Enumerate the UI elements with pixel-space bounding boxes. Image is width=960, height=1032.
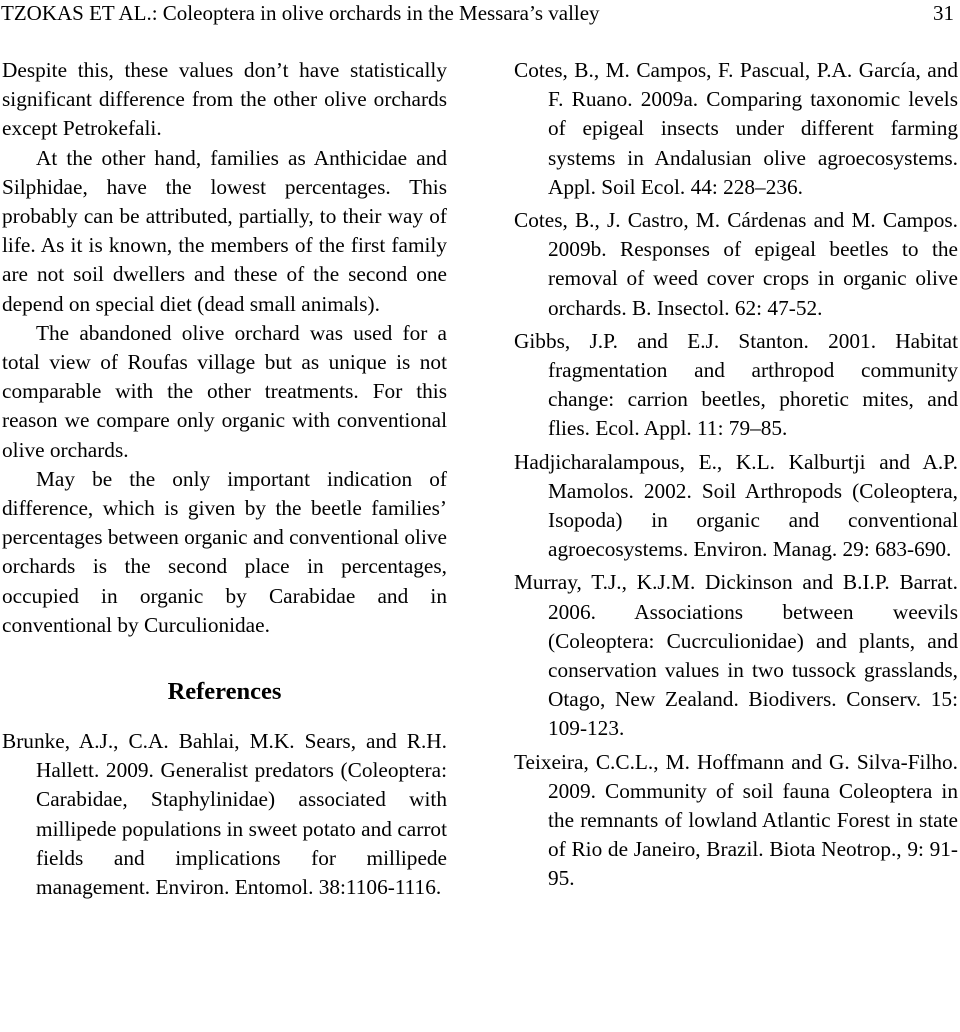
left-column: [2, 56, 447, 902]
references-heading: References: [167, 678, 282, 706]
right-column: [514, 56, 958, 894]
reference-entry: Cotes, B., J. Castro, M. Cárdenas and M. Campos. 2009b. Responses of epigeal beetles to the removal of weed cover crops in organic olive orchards. B. Insectol. 62: 47-52.: [514, 208, 958, 320]
running-header: [0, 0, 960, 30]
reference-entry: Hadjicharalampous, E., K.L. Kalburtji and A.P. Mamolos. 2002. Soil Arthropods (Coleoptera, Isopoda) in organic and conventional agroecosystems. Environ. Manag. 29: 683-690.: [514, 449, 958, 562]
reference-entry: Gibbs, J.P. and E.J. Stanton. 2001. Habitat fragmentation and arthropod community change: carrion beetles, phoretic mites, and flies. Ecol. Appl. 11: 79–85.: [514, 328, 958, 441]
reference-entry: Murray, T.J., K.J.M. Dickinson and B.I.P. Barrat. 2006. Associations between weevils (Coleoptera: Cucrculionidae) and plants, and conservation values in two tussock grasslands, Otago, New Zealand. Biodivers. Conserv. 15: 109-123.: [514, 570, 958, 741]
reference-entry: Cotes, B., M. Campos, F. Pascual, P.A. García, and F. Ruano. 2009a. Comparing taxonomic levels of epigeal insects under different farming systems in Andalusian olive agroecosystems. Appl. Soil Ecol. 44: 228–236.: [514, 58, 958, 199]
body-paragraph: Despite this, these values don’t have statistically significant difference from the other olive orchards except Petrokefali.: [2, 58, 447, 141]
body-paragraph: May be the only important indication of difference, which is given by the beetle families’ percentages between organic and conventional olive orchards is the second place in percentages, occupied in organic by Carabidae and in conventional by Curculionidae.: [2, 466, 447, 637]
body-paragraph: The abandoned olive orchard was used for a total view of Roufas village but as unique is not comparable with the other treatments. For this reason we compare only organic with conventional olive orchards.: [2, 320, 447, 462]
page-number: 31: [933, 1, 954, 25]
reference-entry: Brunke, A.J., C.A. Bahlai, M.K. Sears, and R.H. Hallett. 2009. Generalist predators (Coleoptera: Carabidae, Staphylinidae) associated with millipede populations in sweet potato and carrot fields and implications for millipede management. Environ. Entomol. 38:1106-1116.: [2, 729, 447, 900]
body-paragraph: At the other hand, families as Anthicidae and Silphidae, have the lowest percentages. This probably can be attributed, partially, to their way of life. As it is known, the members of the first family are not soil dwellers and these of the second one depend on special diet (dead small animals).: [2, 145, 447, 316]
reference-entry: Teixeira, C.C.L., M. Hoffmann and G. Silva-Filho. 2009. Community of soil fauna Coleoptera in the remnants of lowland Atlantic Forest in state of Rio de Janeiro, Brazil. Biota Neotrop., 9: 91-95.: [514, 749, 958, 891]
running-title: TZOKAS ET AL.: Coleoptera in olive orchards in the Messara’s valley: [1, 1, 600, 25]
